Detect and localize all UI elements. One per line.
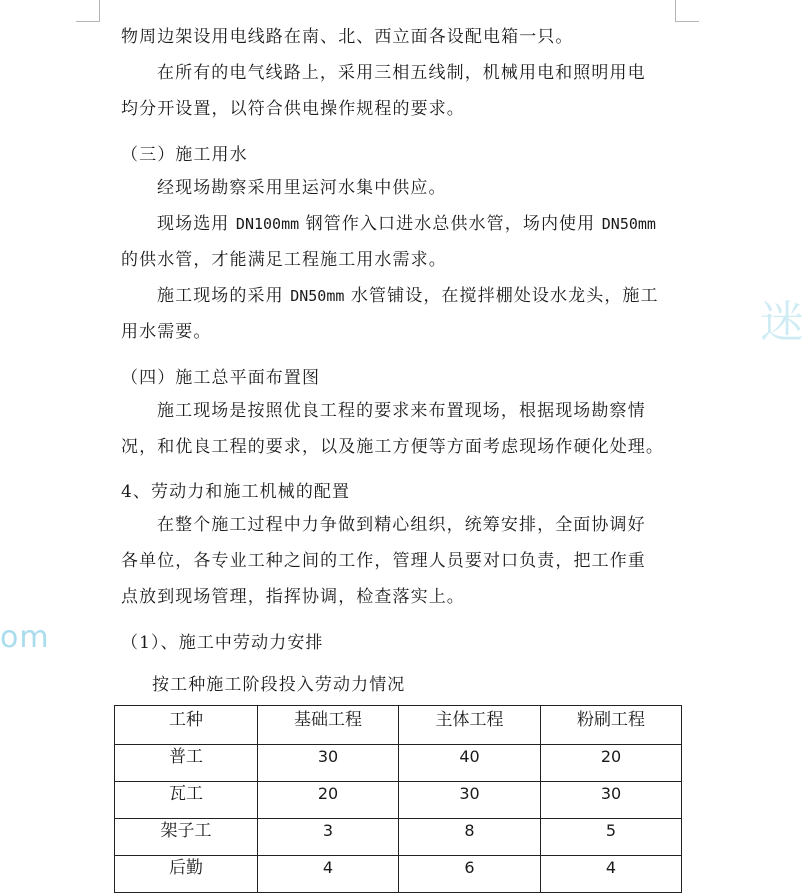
table-row	[115, 745, 682, 782]
paragraph-line	[157, 212, 656, 236]
table-row	[115, 819, 682, 856]
table-header-row	[115, 706, 682, 745]
table-cell: 6	[399, 856, 541, 893]
text-run: 水管铺设，在搅拌棚处设水龙头，施工	[350, 286, 659, 306]
table-cell: 4	[258, 856, 399, 893]
table-cell: 普工	[115, 745, 258, 782]
watermark-text: 迷	[760, 297, 804, 348]
table-row	[115, 856, 682, 893]
paragraph-line	[157, 284, 659, 308]
paragraph-line: 经现场勘察采用里运河水集中供应。	[157, 178, 447, 198]
pipe-spec: DN50mm	[290, 287, 345, 305]
paragraph-line: 在所有的电气线路上，采用三相五线制，机械用电和照明用电	[157, 63, 646, 83]
labor-table	[114, 705, 682, 893]
table-cell: 20	[258, 782, 399, 819]
text-run: 现场选用	[157, 214, 230, 234]
table-cell: 后勤	[115, 856, 258, 893]
table-cell: 40	[399, 745, 541, 782]
table-cell: 30	[541, 782, 682, 819]
text-run: 施工现场的采用	[157, 286, 284, 306]
pipe-spec: DN100mm	[235, 215, 300, 233]
paragraph-line: 物周边架设用电线路在南、北、西立面各设配电箱一只。	[121, 27, 574, 47]
table-cell: 4	[541, 856, 682, 893]
paragraph-line: 点放到现场管理，指挥协调，检查落实上。	[121, 587, 465, 607]
paragraph-line: 各单位，各专业工种之间的工作，管理人员要对口负责，把工作重	[121, 551, 646, 571]
table-cell: 5	[541, 819, 682, 856]
section-heading-labor: 4、劳动力和施工机械的配置	[121, 482, 351, 502]
table-header-cell: 工种	[115, 706, 258, 745]
section-heading-water: （三）施工用水	[121, 145, 248, 165]
table-cell: 瓦工	[115, 782, 258, 819]
paragraph-line: 均分开设置，以符合供电操作规程的要求。	[121, 99, 465, 119]
crop-mark-top-left-horizontal	[76, 21, 100, 22]
table-cell: 架子工	[115, 819, 258, 856]
paragraph-line: 在整个施工过程中力争做到精心组织，统筹安排，全面协调好	[157, 515, 646, 535]
crop-mark-top-right-vertical	[675, 0, 676, 22]
table-cell: 30	[258, 745, 399, 782]
table-cell: 20	[541, 745, 682, 782]
paragraph-line: 的供水管，才能满足工程施工用水需求。	[121, 250, 447, 270]
pipe-spec: DN50mm	[601, 215, 656, 233]
table-caption: 按工种施工阶段投入劳动力情况	[152, 675, 406, 695]
crop-mark-top-right-horizontal	[675, 21, 699, 22]
paragraph-line: 用水需要。	[121, 322, 212, 342]
table-header-cell: 基础工程	[258, 706, 399, 745]
text-run: 钢管作入口进水总供水管，场内使用	[305, 214, 596, 234]
subsection-heading-labor-arrangement: （1）、施工中劳动力安排	[121, 633, 324, 653]
crop-mark-top-left-vertical	[99, 0, 100, 22]
watermark-text: om	[0, 620, 50, 655]
table-row	[115, 782, 682, 819]
table-cell: 30	[399, 782, 541, 819]
table-cell: 8	[399, 819, 541, 856]
table-header-cell: 粉刷工程	[541, 706, 682, 745]
section-heading-layout: （四）施工总平面布置图	[121, 368, 321, 388]
table-header-cell: 主体工程	[399, 706, 541, 745]
table-cell: 3	[258, 819, 399, 856]
paragraph-line: 况，和优良工程的要求，以及施工方便等方面考虑现场作硬化处理。	[121, 437, 664, 457]
paragraph-line: 施工现场是按照优良工程的要求来布置现场，根据现场勘察情	[157, 401, 646, 421]
